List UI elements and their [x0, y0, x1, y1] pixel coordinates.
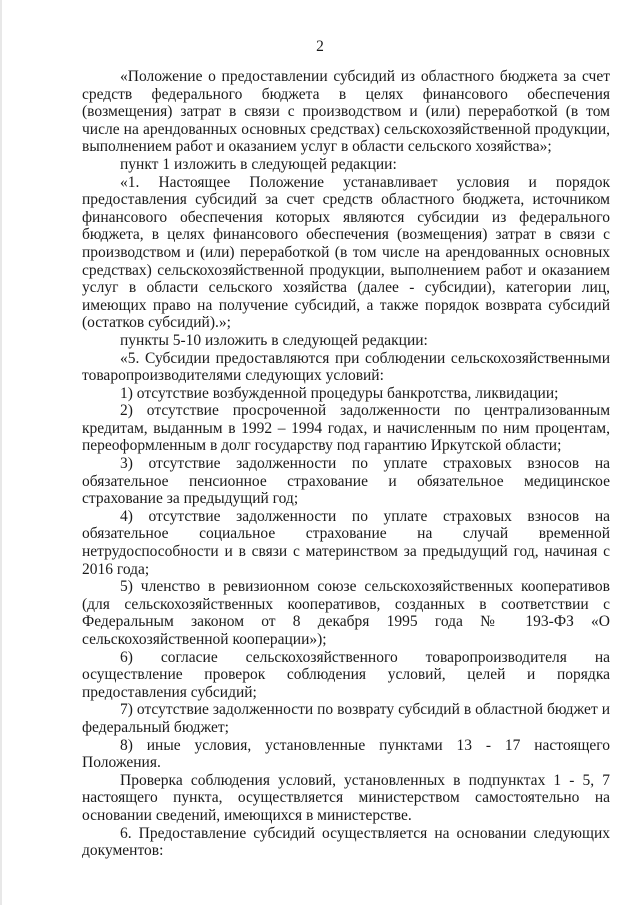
- paragraph-points5-10-instruction: пункты 5-10 изложить в следующей редакции:: [120, 331, 428, 349]
- paragraph-point1-instruction: пункт 1 изложить в следующей редакции:: [120, 155, 397, 173]
- paragraph-point6: 6. Предоставление субсидий осуществляется на основании следующих документов:: [82, 824, 610, 860]
- page-number: 2: [316, 38, 324, 55]
- condition-item-4: 4) отсутствие задолженности по уплате страховых взносов на обязательное социальное страхование на случай временной нетрудоспособности и в связи с материнством за предыдущий год, начиная с 2016 года;: [82, 507, 610, 578]
- document-body: [82, 68, 610, 860]
- condition-item-2: 2) отсутствие просроченной задолженности по централизованным кредитам, выданным в 1992 – 1994 годах, и начисленным по ним процентам, переоформленным в долг государству под гарантию Иркутской области;: [82, 402, 610, 455]
- paragraph-point1: «1. Настоящее Положение устанавливает условия и порядок предоставления субсидий за счет средств областного бюджета, источником финансового обеспечения которых являются субсидии из федерального бюджета, в целях финансового обеспечения (возмещения) затрат в связи с производством и (или) переработкой (в том числе на арендованных основных средствах) сельскохозяйственной продукции, выполнением работ и оказанием услуг в области сельского хозяйства (далее - субсидии), категории лиц, имеющих право на получение субсидий, а также порядок возврата субсидий (остатков субсидий).»;: [82, 173, 610, 332]
- scan-edge: [0, 0, 2, 905]
- condition-item-3: 3) отсутствие задолженности по уплате страховых взносов на обязательное пенсионное страхование и обязательное медицинское страхование за предыдущий год;: [82, 455, 610, 508]
- condition-item-6: 6) согласие сельскохозяйственного товаропроизводителя на осуществление проверок соблюдения условий, целей и порядка предоставления субсидий;: [82, 648, 610, 701]
- paragraph-point5: «5. Субсидии предоставляются при соблюдении сельскохозяйственными товаропроизводителями следующих условий:: [82, 349, 610, 385]
- paragraph-title-quote: «Положение о предоставлении субсидий из областного бюджета за счет средств федерального бюджета в целях финансового обеспечения (возмещения) затрат в связи с производством и (или) переработкой (в том числе на арендованных основных средствах) сельскохозяйственной продукции, выполнением работ и оказанием услуг в области сельского хозяйства»;: [82, 68, 610, 156]
- condition-item-7: 7) отсутствие задолженности по возврату субсидий в областной бюджет и федеральный бюджет;: [82, 701, 610, 736]
- condition-item-5: 5) членство в ревизионном союзе сельскохозяйственных кооперативов (для сельскохозяйственных кооперативов, созданных в соответствии с Федеральным законом от 8 декабря 1995 года № 193-ФЗ «О сельскохозяйственной кооперации»);: [82, 578, 610, 648]
- condition-item-1: 1) отсутствие возбужденной процедуры банкротства, ликвидации;: [120, 384, 559, 402]
- condition-item-8: 8) иные условия, установленные пунктами 13 - 17 настоящего Положения.: [82, 736, 610, 772]
- paragraph-verification: Проверка соблюдения условий, установленных в подпунктах 1 - 5, 7 настоящего пункта, осуществляется министерством самостоятельно на основании сведений, имеющихся в министерстве.: [82, 771, 610, 824]
